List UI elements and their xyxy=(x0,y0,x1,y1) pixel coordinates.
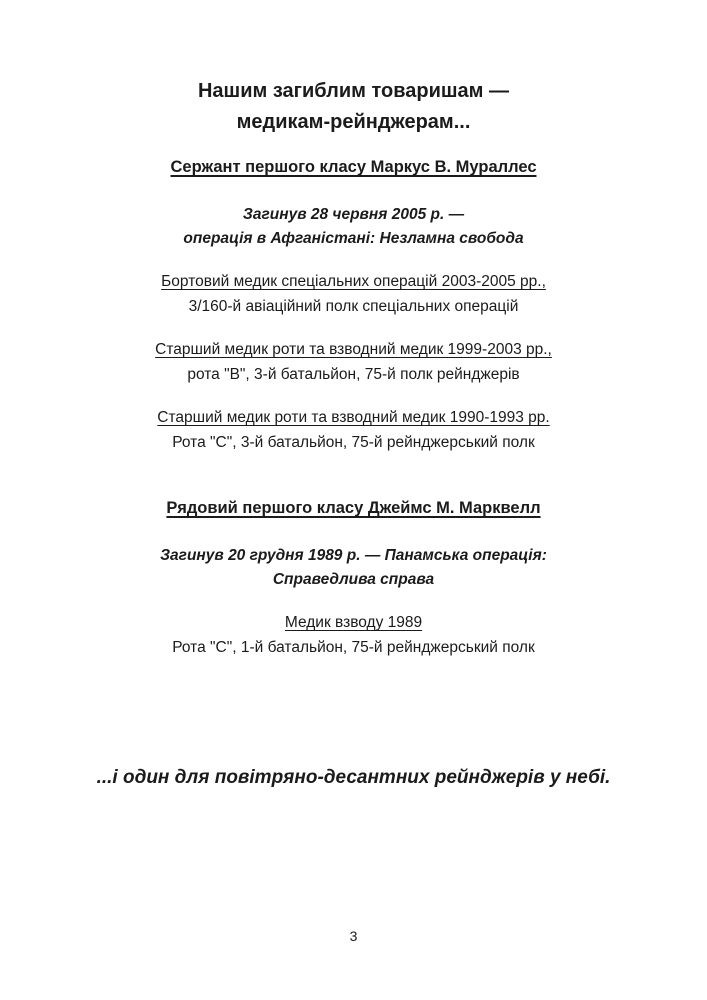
page-number: 3 xyxy=(349,928,358,944)
service-role xyxy=(0,610,707,660)
memorial-markwell xyxy=(0,495,707,660)
role-unit: 3/160-й авіаційний полк спеціальних операцій xyxy=(188,298,519,315)
death-note xyxy=(0,203,707,251)
role-unit: рота "В", 3-й батальйон, 75-й полк рейнджерів xyxy=(187,366,520,383)
role-unit: Рота "С", 3-й батальйон, 75-й рейнджерський полк xyxy=(172,434,535,451)
death-note-line-2: операція в Афганістані: Незламна свобода xyxy=(183,230,524,247)
dedication-line-2: медикам-рейнджерам... xyxy=(236,111,471,133)
memorial-heading: Рядовий першого класу Джеймс М. Марквелл xyxy=(166,499,541,517)
service-role xyxy=(0,405,707,455)
death-note-line-1: Загинув 28 червня 2005 р. — xyxy=(242,206,465,223)
service-role xyxy=(0,337,707,387)
role-unit: Рота "С", 1-й батальйон, 75-й рейнджерський полк xyxy=(172,639,535,656)
dedication-title xyxy=(0,76,707,138)
death-note-line-2: Справедлива справа xyxy=(272,571,435,588)
closing-line: ...і один для повітряно-десантних рейнджерів у небі. xyxy=(96,767,611,788)
service-role xyxy=(0,269,707,319)
role-title: Медик взводу 1989 xyxy=(284,614,423,631)
memorial-heading: Сержант першого класу Маркус В. Мураллес xyxy=(170,158,537,176)
role-title: Бортовий медик спеціальних операцій 2003-2005 рр., xyxy=(161,273,546,290)
death-note-line-1: Загинув 20 грудня 1989 р. — Панамська операція: xyxy=(160,547,547,564)
role-title: Старший медик роти та взводний медик 1999-2003 рр., xyxy=(155,341,552,358)
role-title: Старший медик роти та взводний медик 1990-1993 рр. xyxy=(157,409,550,426)
dedication-line-1: Нашим загиблим товаришам — xyxy=(197,80,510,102)
death-note xyxy=(0,544,707,592)
memorial-muralles xyxy=(0,154,707,455)
